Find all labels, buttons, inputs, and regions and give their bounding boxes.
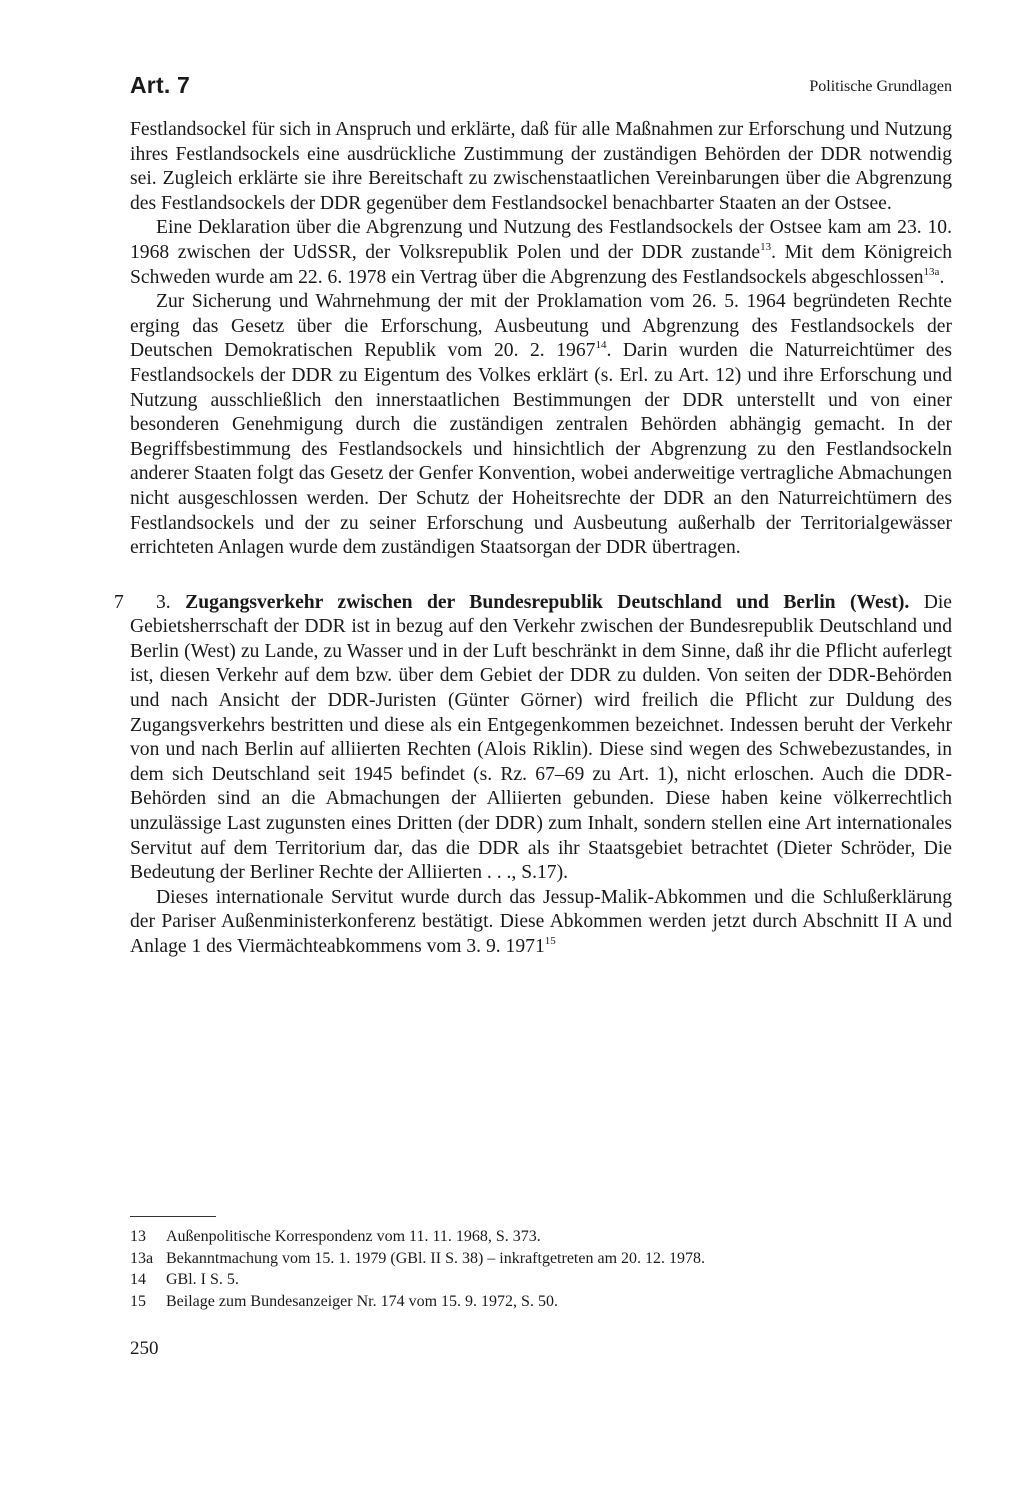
paragraph-2-text-b: . Mit dem Königreich Schweden wurde am 22. 6. 1978 ein Vertrag über die Abgrenzung des Festlandsockels abgeschlossen	[130, 241, 952, 288]
paragraph-4-text: Die Gebietsherrschaft der DDR ist in bezug auf den Verkehr zwischen der Bundesrepublik Deutschland und Berlin (West) zu Lande, zu Wasser und in der Luft beschränkt in dem Sinne, daß ihr die Pflicht auferlegt ist, diesen Verkehr auf dem bzw. über dem Gebiet der DDR zu dulden. Von seiten der DDR-Behörden und nach Ansicht der DDR-Juristen (Günter Görner) wird freilich die Pflicht zur Duldung des Zugangsverkehrs bestritten und diese als ein Entgegenkommen bezeichnet. Indessen beruht der Verkehr von und nach Berlin auf alliierten Rechten (Alois Riklin). Diese sind wegen des Schwebezustandes, in dem sich Deutschland seit 1945 befindet (s. Rz. 67–69 zu Art. 1), nicht erloschen. Auch die DDR-Behörden sind an die Abmachungen der Alliierten gebunden. Diese haben keine völkerrechtlich unzulässige Last zugunsten eines Dritten (der DDR) zum Inhalt, sondern stellen eine Art internationales Servitut auf dem Territorium dar, das die DDR als ihr Staatsgebiet betrachtet (Dieter Schröder, Die Bedeutung der Berliner Rechte der Alliierten . . ., S.17).	[130, 591, 952, 884]
paragraph-2	[130, 216, 952, 290]
footnote-text: Außenpolitische Korrespondenz vom 11. 11. 1968, S. 373.	[166, 1228, 541, 1245]
article-header: Art. 7	[130, 72, 190, 98]
paragraph-3-text-a: Zur Sicherung und Wahrnehmung der mit der Proklamation vom 26. 5. 1964 begründeten Rechte erging das Gesetz über die Erforschung, Ausbeutung und Abgrenzung des Festlandsockels der Deutschen Demokratischen Republik vom 20. 2. 1967	[130, 291, 952, 362]
footnote	[130, 1291, 952, 1313]
footnote-ref-13a: 13a	[923, 265, 940, 278]
footnote-text: Bekanntmachung vom 15. 1. 1979 (GBl. II S. 38) – inkraftgetreten am 20. 12. 1978.	[166, 1249, 706, 1267]
paragraph-3-text-b: . Darin wurden die Naturreichtümer des Festlandsockels der DDR zu Eigentum des Volkes erklärt (s. Erl. zu Art. 12) und ihre Erforschung und Nutzung ausschließlich den innerstaatlichen Bestimmungen der DDR unterstellt und von einer besonderen Genehmigung durch die zuständigen zentralen Behörden abhängig gemacht. In der Begriffsbestimmung des Festlandsockels und hinsichtlich der Abgrenzung zu den Festlandsockeln anderer Staaten folgt das Gesetz der Genfer Konvention, wobei anderweitige vertragliche Abmachungen nicht ausgeschlossen werden. Der Schutz der Hoheitsrechte der DDR an den Naturreichtümern des Festlandsockels und der zu seiner Erforschung und Ausbeutung außerhalb der Territorialgewässer errichteten Anlagen wurde dem zuständigen Staatsorgan der DDR übertragen.	[130, 340, 953, 559]
page-number: 250	[130, 1338, 159, 1359]
section-number: 3.	[156, 591, 171, 613]
footnote-divider	[130, 1216, 216, 1217]
footnote-ref-15: 15	[544, 935, 556, 947]
footnote	[130, 1269, 952, 1291]
footnote	[130, 1248, 952, 1270]
body-text	[114, 118, 953, 960]
section-paragraph	[114, 591, 952, 886]
footnote-number: 15	[130, 1292, 146, 1310]
paragraph-2-text-c: .	[939, 266, 945, 288]
paragraph-5-text: Dieses internationale Servitut wurde durch das Jessup-Malik-Abkommen und die Schlußerklärung der Pariser Außenministerkonferenz bestätigt. Diese Abkommen werden jetzt durch Abschnitt II A und Anlage 1 des Viermächteabkommens vom 3. 9. 1971	[130, 886, 952, 957]
footnote-ref-13: 13	[760, 240, 772, 253]
footnote-number: 13	[130, 1228, 146, 1245]
footnotes	[130, 1226, 952, 1312]
section-heading: Zugangsverkehr zwischen der Bundesrepublik Deutschland und Berlin (West).	[185, 591, 910, 613]
footnote-text: Beilage zum Bundesanzeiger Nr. 174 vom 15. 9. 1972, S. 50.	[166, 1292, 558, 1310]
footnote	[130, 1226, 952, 1248]
footnote-ref-14: 14	[595, 339, 607, 352]
paragraph-5	[130, 886, 952, 960]
footnote-number: 14	[130, 1271, 146, 1288]
footnote-number: 13a	[130, 1249, 154, 1267]
footnote-text: GBl. I S. 5.	[166, 1271, 239, 1288]
paragraph-2-text-a: Eine Deklaration über die Abgrenzung und Nutzung des Festlandsockels der Ostsee kam am 23. 10. 1968 zwischen der UdSSR, der Volksrepublik Polen und der DDR zustande	[130, 217, 952, 263]
margin-number: 7	[114, 591, 124, 613]
paragraph-1: Festlandsockel für sich in Anspruch und erklärte, daß für alle Maßnahmen zur Erforschung und Nutzung ihres Festlandsockels eine ausdrückliche Zustimmung der zuständigen Behörden der DDR notwendig sei. Zugleich erklärte sie ihre Bereitschaft zu zwischenstaatlichen Vereinbarungen über die Abgrenzung des Festlandsockels der DDR gegenüber dem Festlandsockel benachbarter Staaten an der Ostsee.	[130, 119, 952, 214]
running-head: Politische Grundlagen	[809, 78, 952, 95]
paragraph-3	[130, 290, 952, 561]
